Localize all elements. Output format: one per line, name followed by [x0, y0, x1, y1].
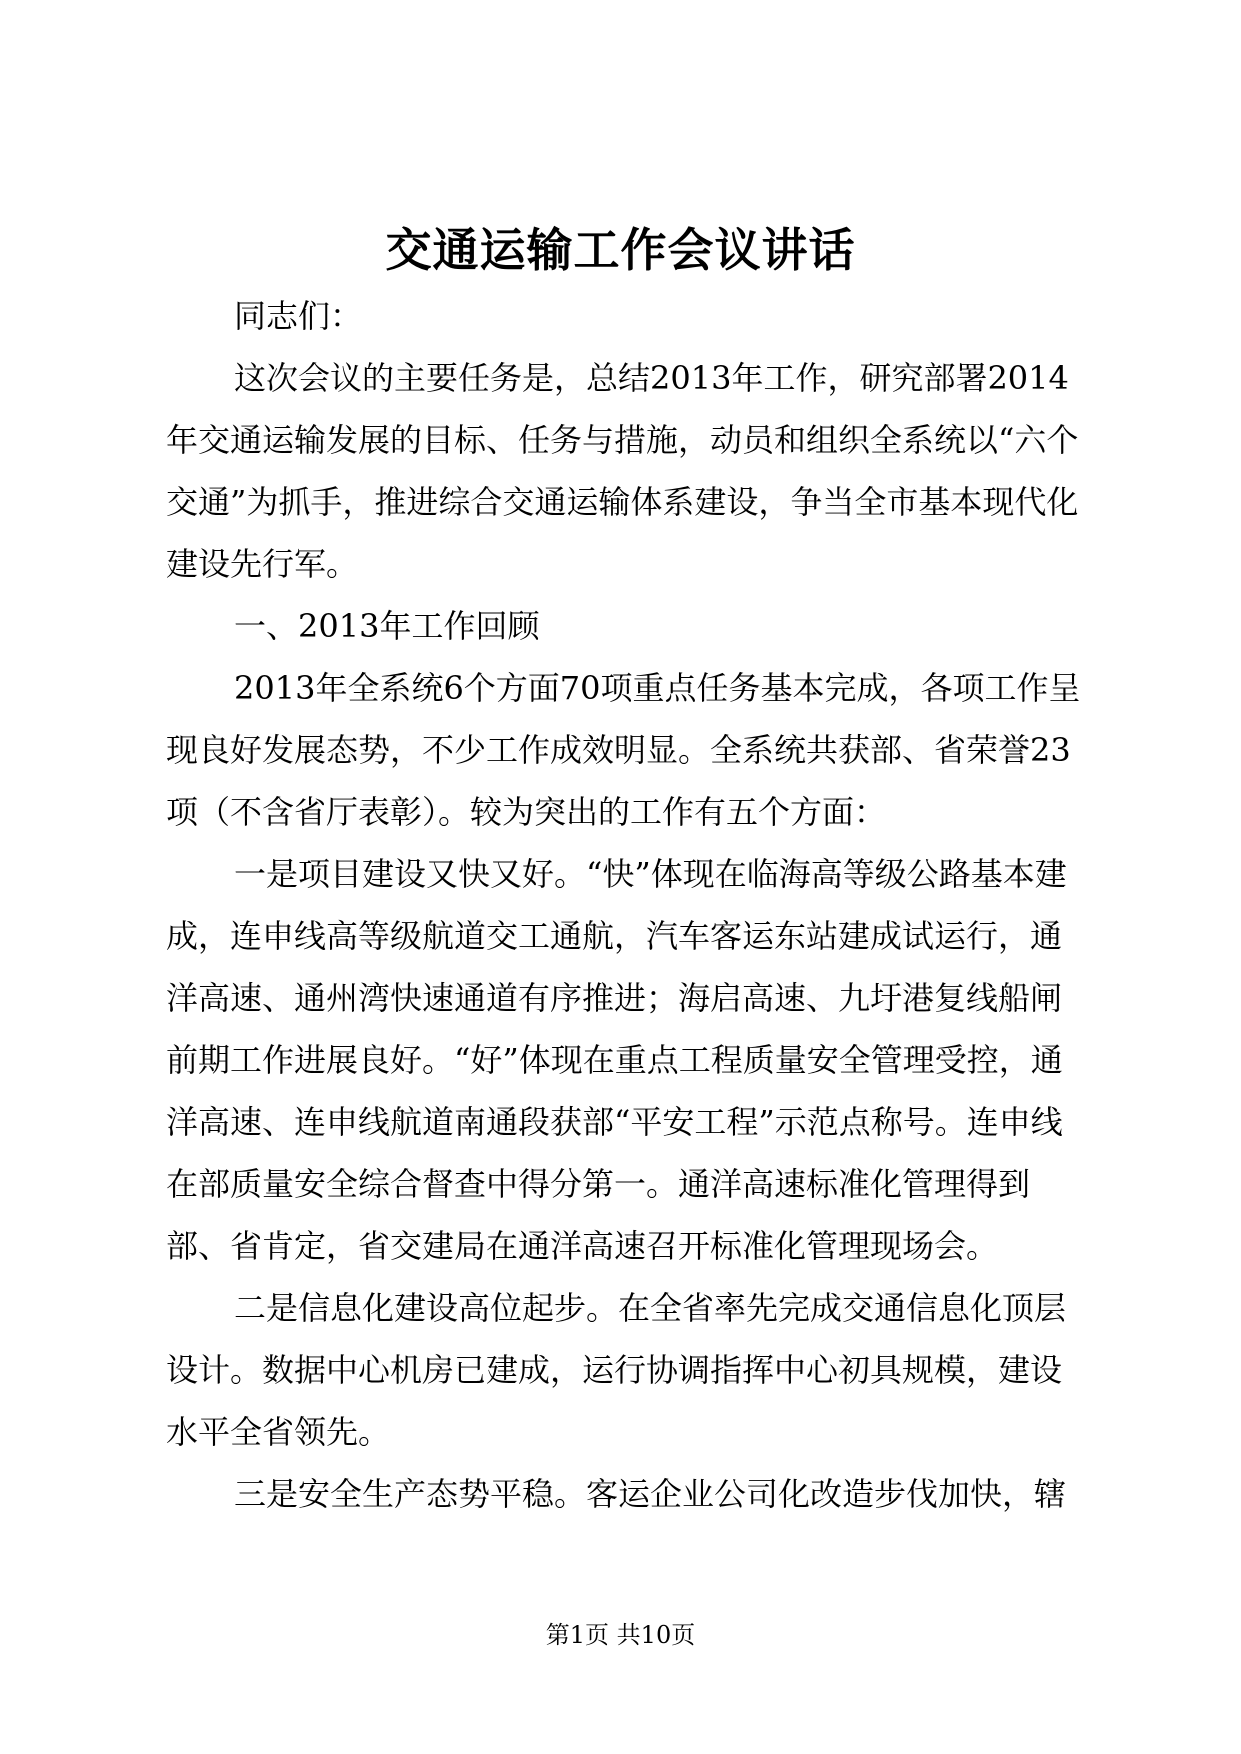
paragraph-item-1: 一是项目建设又快又好。“快”体现在临海高等级公路基本建成，连申线高等级航道交工通航，汽车客运东站建成试运行，通洋高速、通州湾快速通道有序推进；海启高速、九圩港复线船闸前期工作进展良好。“好”体现在重点工程质量安全管理受控，通洋高速、连申线航道南通段获部“平安工程”示范点称号。连申线在部质量安全综合督查中得分第一。通洋高速标准化管理得到部、省肯定，省交建局在通洋高速召开标准化管理现场会。: [166, 855, 1067, 1265]
document-title: 交通运输工作会议讲话: [385, 223, 856, 277]
document-body: [166, 285, 1086, 1525]
paragraph-summary: 2013年全系统6个方面70项重点任务基本完成，各项工作呈现良好发展态势，不少工作成效明显。全系统共获部、省荣誉23项（不含省厅表彰）。较为突出的工作有五个方面：: [166, 669, 1081, 831]
paragraph-salutation: 同志们：: [234, 297, 363, 335]
section-heading: 一、2013年工作回顾: [234, 607, 540, 645]
paragraph-intro: 这次会议的主要任务是，总结2013年工作，研究部署2014年交通运输发展的目标、任务与措施，动员和组织全系统以“六个交通”为抓手，推进综合交通运输体系建设，争当全市基本现代化建设先行军。: [166, 359, 1079, 583]
page-footer: 第1页 共10页: [545, 1621, 696, 1649]
paragraph-item-3: 三是安全生产态势平稳。客运企业公司化改造步伐加快，辖: [234, 1475, 1067, 1513]
paragraph-item-2: 二是信息化建设高位起步。在全省率先完成交通信息化顶层设计。数据中心机房已建成，运行协调指挥中心初具规模，建设水平全省领先。: [166, 1289, 1067, 1451]
